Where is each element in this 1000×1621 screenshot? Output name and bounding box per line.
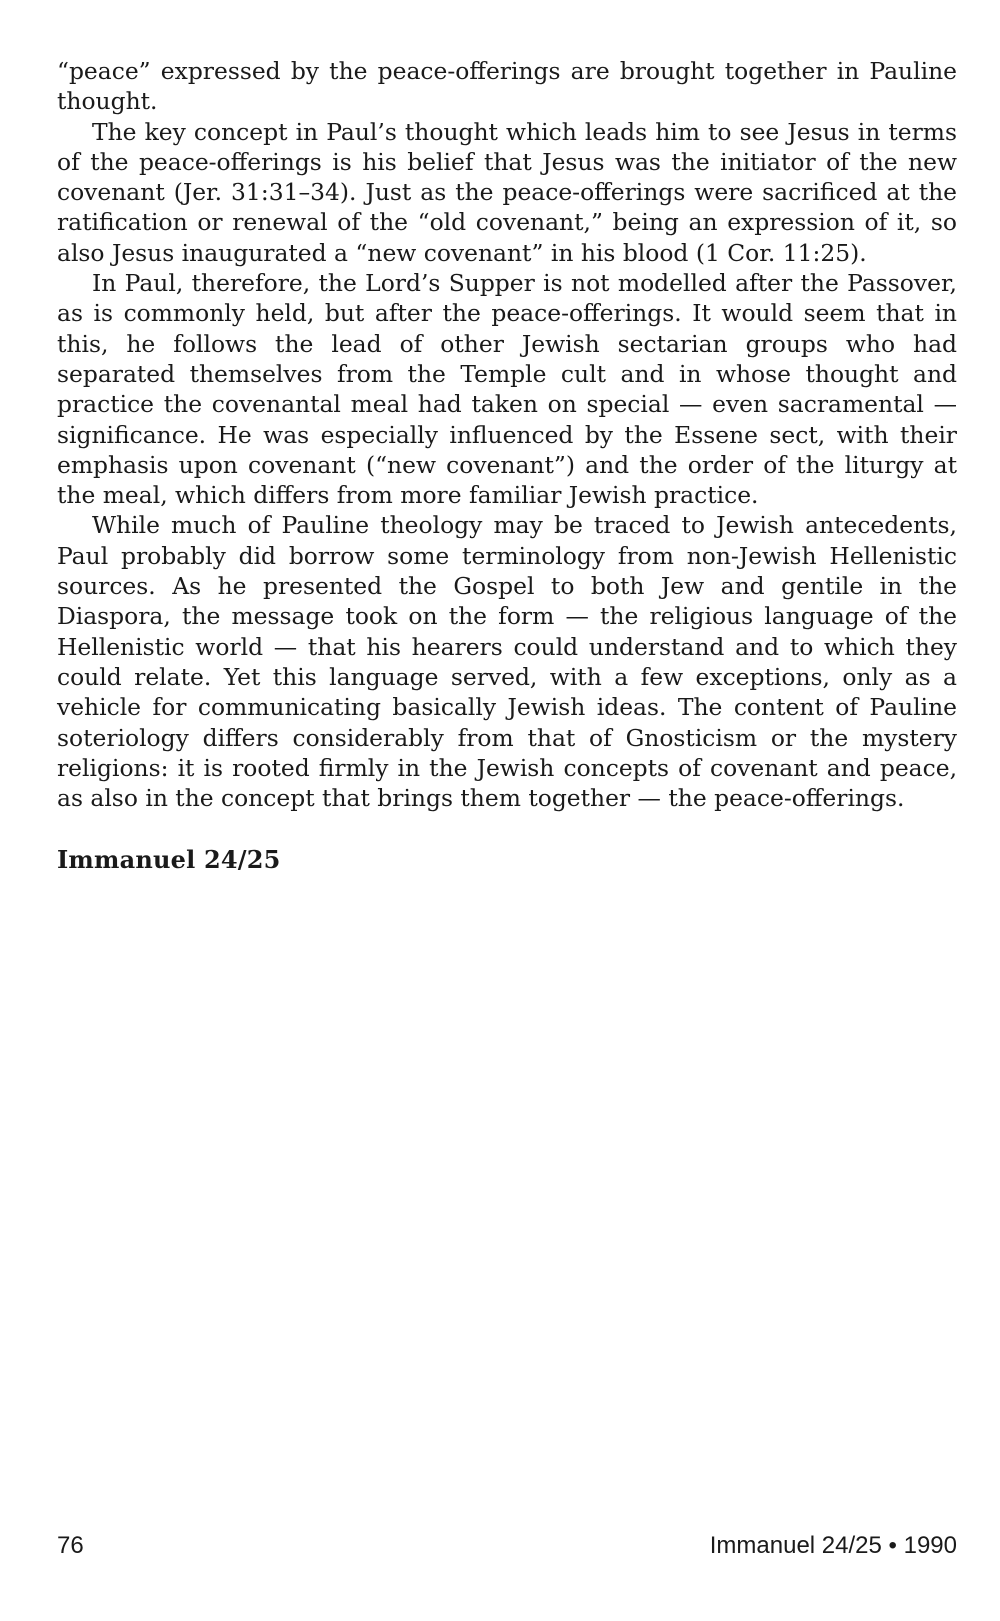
- paragraph-continuation: “peace” expressed by the peace-offerings are brought together in Pauline thought.: [57, 57, 957, 116]
- page-number: 76: [57, 1532, 84, 1559]
- paragraph-key-concept: The key concept in Paul’s thought which leads him to see Jesus in terms of the peace-offerings is his belief that Jesus was the initiator of the new covenant (Jer. 31:31–34). Just as the peace-offerings were sacrificed at the ratification or renewal of the “old covenant,” being an expression of it, so also Jesus inaugurated a “new covenant” in his blood (1 Cor. 11:25).: [57, 117, 957, 267]
- paragraph-hellenistic-sources: While much of Pauline theology may be traced to Jewish antecedents, Paul probably did borrow some terminology from non-Jewish Hellenistic sources. As he presented the Gospel to both Jew and gentile in the Diaspora, the message took on the form — the religious language of the Hellenistic world — that his hearers could understand and to which they could relate. Yet this language served, with a few exceptions, only as a vehicle for communicating basically Jewish ideas. The content of Pauline soteriology differs considerably from that of Gnosticism or the mystery religions: it is rooted firmly in the Jewish concepts of covenant and peace, as also in the concept that brings them together — the peace-offerings.: [57, 511, 957, 813]
- article-body: [57, 56, 957, 813]
- journal-signoff: Immanuel 24/25: [57, 845, 281, 874]
- paragraph-lords-supper: In Paul, therefore, the Lord’s Supper is not modelled after the Passover, as is commonly held, but after the peace-offerings. It would seem that in this, he follows the lead of other Jewish sectarian groups who had separated themselves from the Temple cult and in whose thought and practice the covenantal meal had taken on special — even sacramental — significance. He was especially influenced by the Essene sect, with their emphasis upon covenant (“new covenant”) and the order of the liturgy at the meal, which differs from more familiar Jewish practice.: [57, 269, 957, 510]
- journal-footer: Immanuel 24/25 • 1990: [709, 1532, 957, 1559]
